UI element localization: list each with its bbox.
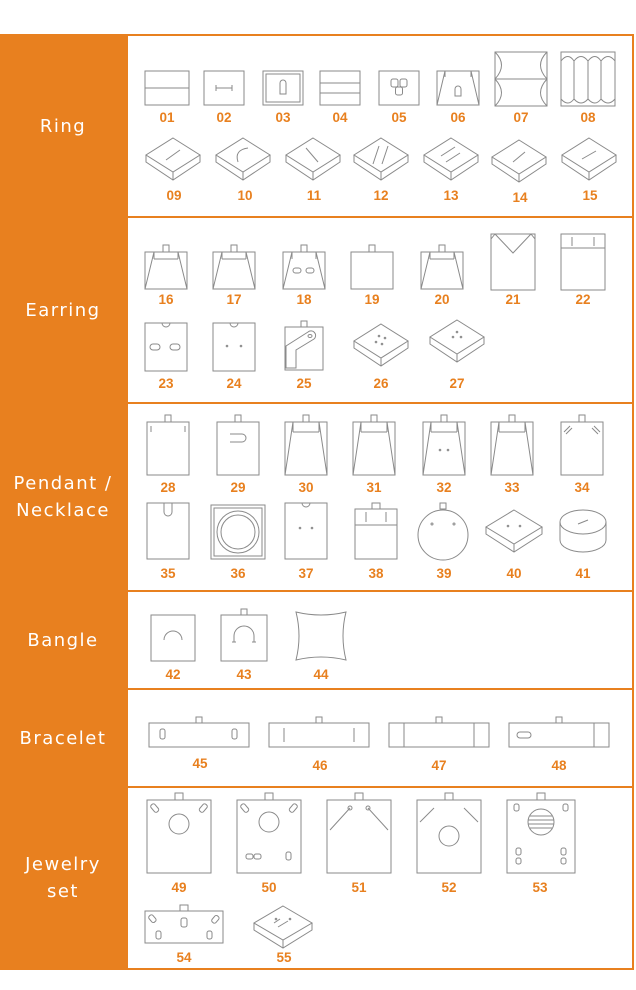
item-number: 53	[532, 880, 548, 895]
category-row-bangle	[0, 592, 634, 690]
item-number: 03	[275, 110, 291, 125]
ring-box-01	[144, 70, 190, 106]
item-number: 42	[165, 667, 181, 682]
category-label-text: Earring	[25, 299, 101, 321]
catalog-sheet	[0, 34, 634, 970]
earring-card-17	[212, 244, 256, 290]
item-number: 41	[575, 566, 591, 581]
item-number: 19	[364, 292, 380, 307]
item-number: 07	[513, 110, 529, 125]
item-number: 36	[230, 566, 246, 581]
earring-card-22	[560, 233, 606, 291]
set-card-52	[416, 792, 482, 874]
category-label-jewelry-set	[0, 788, 126, 968]
item-number: 27	[449, 376, 465, 391]
earring-card-21	[490, 233, 536, 291]
item-number: 40	[506, 566, 522, 581]
pendant-card-29	[216, 414, 260, 476]
ring-box-07	[494, 51, 548, 107]
item-number: 16	[158, 292, 174, 307]
item-number: 23	[158, 376, 174, 391]
item-number: 01	[159, 110, 175, 125]
item-number: 28	[160, 480, 176, 495]
item-number: 30	[298, 480, 314, 495]
pendant-card-32	[422, 414, 466, 476]
item-number: 43	[236, 667, 252, 682]
item-area-bangle	[126, 592, 634, 688]
item-number: 44	[313, 667, 329, 682]
item-number: 25	[296, 376, 312, 391]
item-number: 10	[237, 188, 253, 203]
item-number: 09	[166, 188, 182, 203]
earring-card-18	[282, 244, 326, 290]
item-area-pendant	[126, 404, 634, 590]
pendant-card-38	[354, 502, 398, 560]
item-number: 08	[580, 110, 596, 125]
category-label-text: Pendant / Necklace	[13, 473, 113, 521]
ring-box-04	[319, 70, 361, 106]
item-number: 18	[296, 292, 312, 307]
item-number: 32	[436, 480, 452, 495]
item-number: 22	[575, 292, 591, 307]
item-number: 17	[226, 292, 242, 307]
item-number: 24	[226, 376, 242, 391]
item-number: 34	[574, 480, 590, 495]
earring-card-16	[144, 244, 188, 290]
ring-box-08	[560, 51, 616, 107]
bangle-pillow-44	[294, 610, 348, 662]
ring-box-15	[560, 136, 618, 182]
bracelet-box-47	[388, 716, 490, 748]
item-number: 54	[176, 950, 192, 965]
category-row-jewelry-set	[0, 788, 634, 970]
item-number: 29	[230, 480, 246, 495]
ring-box-12	[352, 136, 410, 182]
item-number: 04	[332, 110, 348, 125]
ring-box-05	[378, 70, 420, 106]
item-number: 21	[505, 292, 521, 307]
category-label-ring	[0, 36, 126, 216]
item-number: 14	[512, 190, 528, 205]
set-card-53	[506, 792, 576, 874]
item-number: 51	[351, 880, 367, 895]
bangle-card-42	[150, 614, 196, 662]
earring-card-19	[350, 244, 394, 290]
pendant-card-37	[284, 502, 328, 560]
item-number: 52	[441, 880, 457, 895]
category-label-pendant-necklace	[0, 404, 126, 590]
earring-card-23	[144, 322, 188, 372]
bracelet-box-48	[508, 716, 610, 748]
category-label-text: Bracelet	[19, 727, 107, 749]
item-number: 20	[434, 292, 450, 307]
pendant-stand-39	[418, 502, 470, 562]
item-area-earring	[126, 218, 634, 402]
category-row-ring	[0, 34, 634, 218]
category-row-earring	[0, 218, 634, 404]
category-label-text: Ring	[39, 115, 87, 137]
pendant-card-34	[560, 414, 604, 476]
ring-box-06	[436, 70, 480, 106]
category-label-bracelet	[0, 690, 126, 786]
set-card-50	[236, 792, 302, 874]
category-label-earring	[0, 218, 126, 402]
set-card-49	[146, 792, 212, 874]
item-number: 06	[450, 110, 466, 125]
category-label-bangle	[0, 592, 126, 688]
category-label-text: Jewelry set	[25, 854, 101, 902]
item-number: 50	[261, 880, 277, 895]
earring-card-24	[212, 322, 256, 372]
item-number: 55	[276, 950, 292, 965]
pendant-card-35	[146, 502, 190, 560]
item-number: 15	[582, 188, 598, 203]
item-number: 38	[368, 566, 384, 581]
item-number: 45	[192, 756, 208, 771]
pendant-box-40	[484, 508, 544, 554]
item-area-ring	[126, 36, 634, 216]
pendant-card-30	[284, 414, 328, 476]
item-number: 02	[216, 110, 232, 125]
item-number: 05	[391, 110, 407, 125]
earring-card-20	[420, 244, 464, 290]
item-number: 11	[306, 188, 322, 203]
earring-card-25	[282, 320, 326, 372]
pendant-card-36	[210, 504, 266, 560]
ring-box-03	[262, 70, 304, 106]
ring-box-09	[144, 136, 202, 182]
ring-box-14	[490, 138, 548, 184]
set-card-54	[144, 904, 224, 944]
item-area-bracelet	[126, 690, 634, 786]
item-number: 47	[431, 758, 447, 773]
item-number: 48	[551, 758, 567, 773]
ring-box-11	[284, 136, 342, 182]
bracelet-card-45	[148, 716, 250, 748]
pendant-card-31	[352, 414, 396, 476]
item-number: 13	[443, 188, 459, 203]
ring-box-02	[203, 70, 245, 106]
pendant-card-33	[490, 414, 534, 476]
item-area-jewelry-set	[126, 788, 634, 968]
item-number: 35	[160, 566, 176, 581]
pendant-card-28	[146, 414, 190, 476]
item-number: 39	[436, 566, 452, 581]
earring-box-26	[352, 322, 410, 368]
item-number: 26	[373, 376, 389, 391]
item-number: 31	[366, 480, 382, 495]
bangle-card-43	[220, 608, 268, 662]
category-label-text: Bangle	[27, 629, 99, 651]
item-number: 33	[504, 480, 520, 495]
item-number: 12	[373, 188, 389, 203]
earring-box-27	[428, 318, 486, 364]
set-card-51	[326, 792, 392, 874]
category-row-bracelet	[0, 690, 634, 788]
pendant-round-box-41	[558, 508, 608, 554]
set-box-55	[252, 904, 314, 950]
ring-box-13	[422, 136, 480, 182]
ring-box-10	[214, 136, 272, 182]
bracelet-card-46	[268, 716, 370, 748]
item-number: 37	[298, 566, 314, 581]
category-row-pendant-necklace	[0, 404, 634, 592]
item-number: 46	[312, 758, 328, 773]
item-number: 49	[171, 880, 187, 895]
